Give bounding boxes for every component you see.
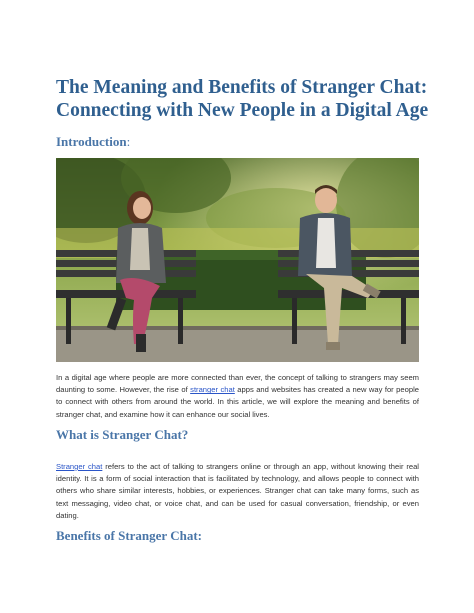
stranger-chat-link[interactable]: stranger chat	[190, 385, 235, 395]
what-is-heading: What is Stranger Chat?	[56, 427, 189, 442]
what-is-paragraph	[56, 461, 419, 522]
introduction-paragraph	[56, 372, 419, 421]
introduction-heading	[56, 134, 130, 150]
park-bench-illustration	[56, 158, 419, 362]
page-title: The Meaning and Benefits of Stranger Chat: Connecting with New People in a Digital Age	[56, 77, 429, 121]
pavement	[56, 326, 419, 362]
introduction-text-start: In a digital age where people are more connected than ever, the concept of talking to strangers may seem daunting to some. However, the rise of	[56, 373, 419, 395]
introduction-heading-text: Introduction	[56, 134, 127, 149]
stranger-chat-link-2[interactable]: Stranger chat	[56, 462, 103, 471]
introduction-text-end: apps and websites has created a new way for people to connect with others from around the world. In this article, we will explore the meaning and benefits of stranger chat, and examine how it can enhance our social lives.	[56, 385, 419, 419]
what-is-text: refers to the act of talking to strangers online or through an app, without knowing their real identity. It is a form of social interaction that is facilitated by technology, and allows people to connect with others who share similar interests, hobbies, or experiences. Stranger chat can take many forms, such as text messaging, video chat, or voice chat, and can be used for casual conversation, friendship, or even dating.	[56, 462, 419, 520]
park-bench-photo	[56, 158, 419, 362]
benefits-heading: Benefits of Stranger Chat:	[56, 528, 202, 543]
introduction-heading-colon: :	[126, 134, 131, 149]
